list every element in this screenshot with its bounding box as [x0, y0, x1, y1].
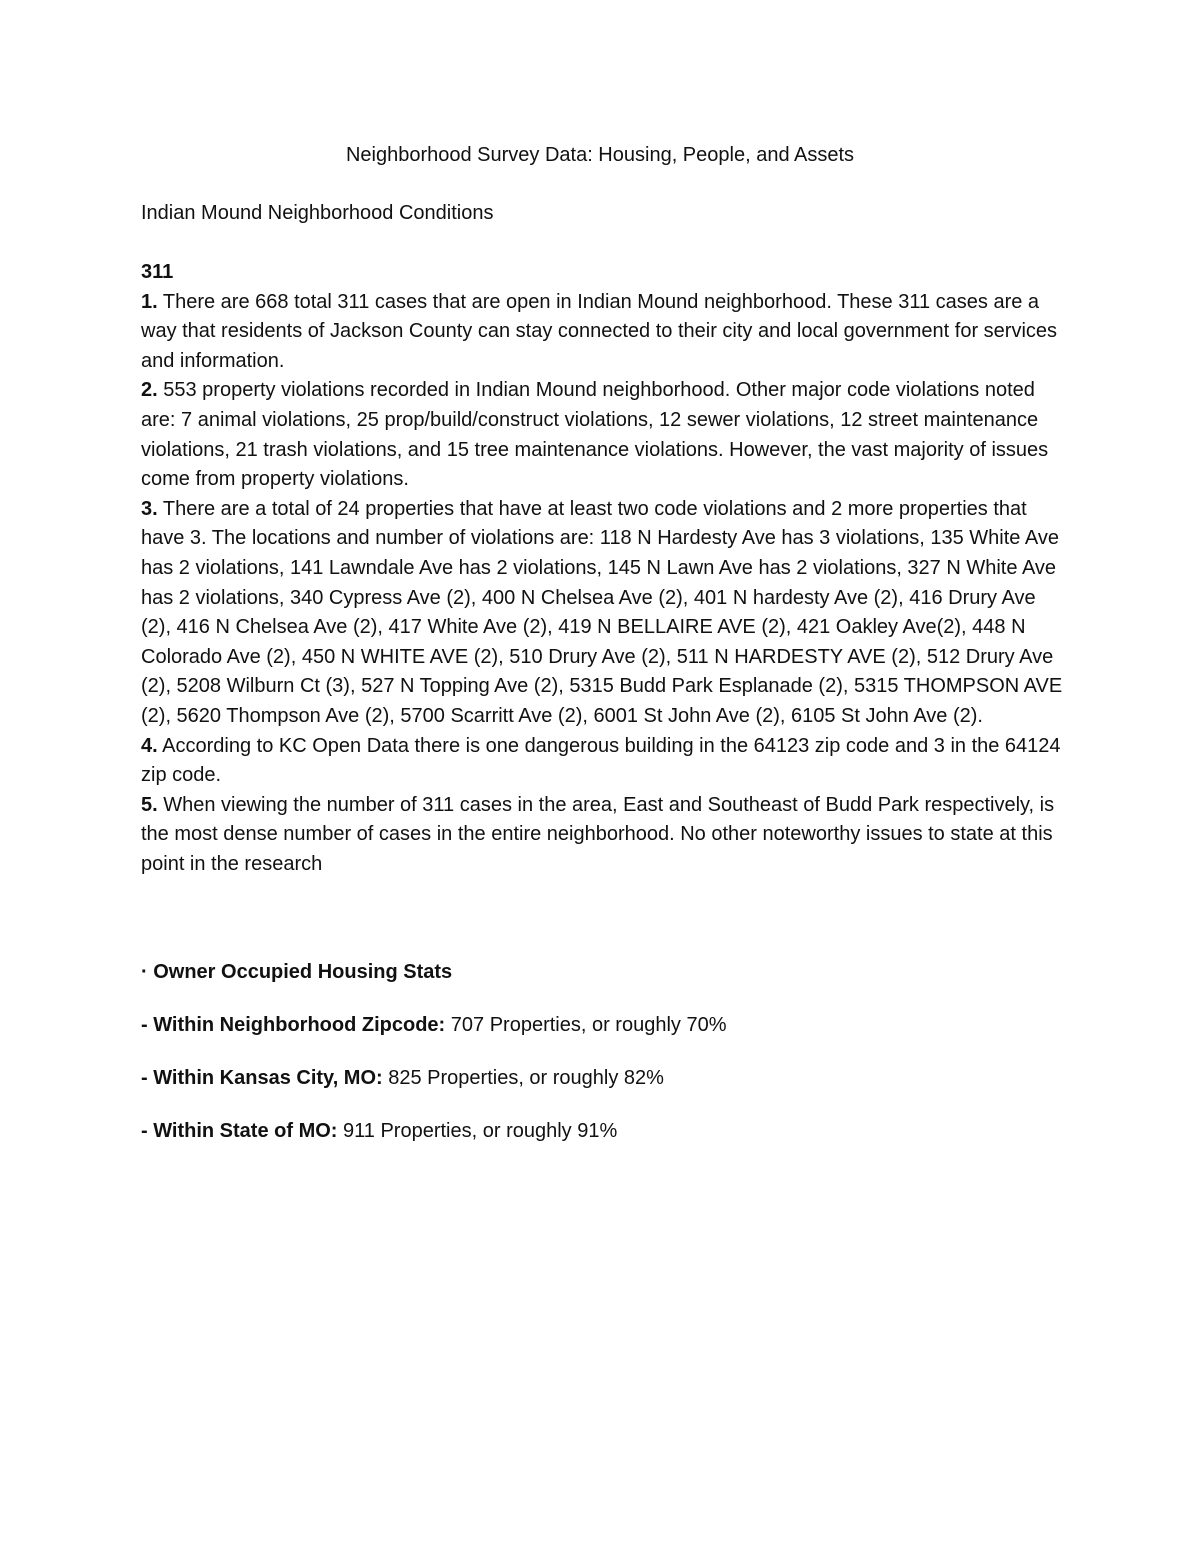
stat-label: - Within Neighborhood Zipcode:: [141, 1014, 446, 1036]
item-number: 5.: [141, 793, 158, 816]
item-number: 3.: [141, 497, 158, 520]
item-text: When viewing the number of 311 cases in the area, East and Southeast of Budd Park respectively, is the most dense number of cases in the entire neighborhood. No other noteworthy issues to state at this point in the research: [141, 793, 1055, 875]
section-label: 311: [141, 261, 174, 283]
stats-heading: · Owner Occupied Housing Stats: [141, 961, 453, 983]
list-item: [141, 376, 1071, 494]
document-subtitle: Indian Mound Neighborhood Conditions: [141, 202, 494, 224]
item-text: There are 668 total 311 cases that are open in Indian Mound neighborhood. These 311 cases are a way that residents of Jackson County can stay connected to their city and local government for services and information.: [141, 290, 1058, 372]
item-text: There are a total of 24 properties that have at least two code violations and 2 more properties that have 3. The locations and number of violations are: 118 N Hardesty Ave has 3 violations, 135 White Ave has 2 violations, 141 Lawndale Ave has 2 violations, 145 N Lawn Ave has 2 violations, 327 N White Ave has 2 violations, 340 Cypress Ave (2), 400 N Chelsea Ave (2), 401 N hardesty Ave (2), 416 Drury Ave (2), 416 N Chelsea Ave (2), 417 White Ave (2), 419 N BELLAIRE AVE (2), 421 Oakley Ave(2), 448 N Colorado Ave (2), 450 N WHITE AVE (2), 510 Drury Ave (2), 511 N HARDESTY AVE (2), 512 Drury Ave (2), 5208 Wilburn Ct (3), 527 N Topping Ave (2), 5315 Budd Park Esplanade (2), 5315 THOMPSON AVE (2), 5620 Thompson Ave (2), 5700 Scarritt Ave (2), 6001 St John Ave (2), 6105 St John Ave (2).: [141, 497, 1063, 727]
item-text: According to KC Open Data there is one dangerous building in the 64123 zip code and 3 in the 64124 zip code.: [141, 734, 1061, 787]
item-number: 2.: [141, 379, 158, 402]
item-number: 4.: [141, 734, 158, 757]
list-item: [141, 495, 1071, 732]
list-item: [141, 288, 1071, 377]
owner-occupied-housing-stats: [141, 958, 1071, 1170]
list-item: [141, 791, 1071, 880]
item-number: 1.: [141, 290, 158, 313]
stat-value: 707 Properties, or roughly 70%: [445, 1014, 727, 1036]
stat-value: 825 Properties, or roughly 82%: [382, 1067, 664, 1089]
stat-line: [141, 1011, 1071, 1039]
stat-value: 911 Properties, or roughly 91%: [337, 1120, 618, 1142]
stat-label: - Within Kansas City, MO:: [141, 1067, 383, 1089]
stat-line: [141, 1064, 1071, 1092]
stat-label: - Within State of MO:: [141, 1120, 338, 1142]
list-item: [141, 732, 1071, 791]
document-title: Neighborhood Survey Data: Housing, People, and Assets: [345, 144, 855, 166]
stat-line: [141, 1117, 1071, 1145]
section-311: [141, 258, 1071, 879]
item-text: 553 property violations recorded in Indian Mound neighborhood. Other major code violations noted are: 7 animal violations, 25 prop/build/construct violations, 12 sewer violations, 12 street maintenance violations, 21 trash violations, and 15 tree maintenance violations. However, the vast majority of issues come from property violations.: [141, 379, 1049, 491]
